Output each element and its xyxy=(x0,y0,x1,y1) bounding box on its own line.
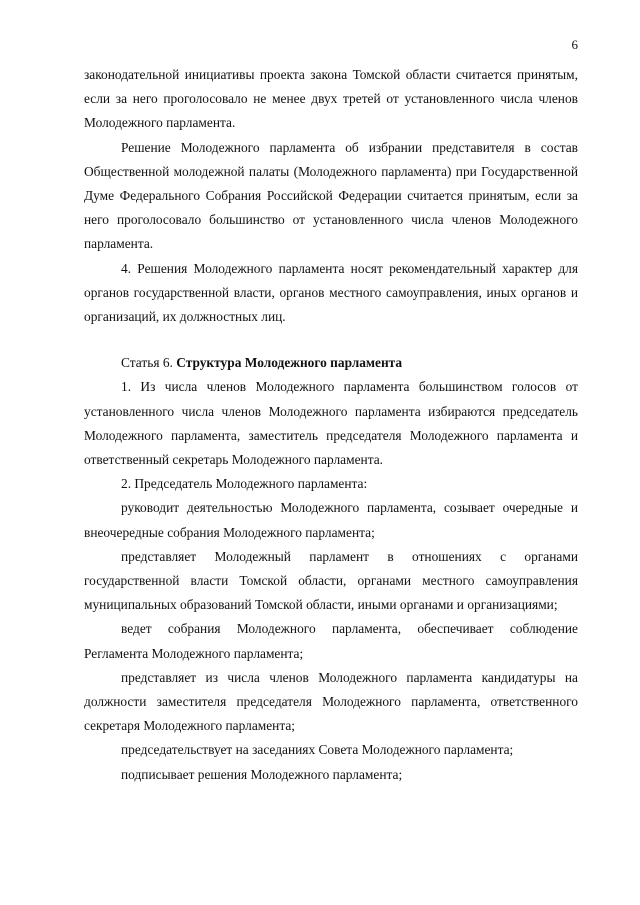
article-prefix: Статья 6. xyxy=(121,355,177,371)
document-body xyxy=(84,63,578,787)
paragraph: 2. Председатель Молодежного парламента: xyxy=(121,476,368,492)
paragraph: законодательной инициативы проекта закона Томской области считается принятым, если за него проголосовало не менее двух третей от установленного числа членов Молодежного парламента. xyxy=(84,67,578,131)
paragraph: Решение Молодежного парламента об избрании представителя в состав Общественной молодежной палаты (Молодежного парламента) при Государственной Думе Федерального Собрания Российской Федерации считается принятым, если за него проголосовало большинство от установленного числа членов Молодежного парламента. xyxy=(84,139,578,252)
paragraph: подписывает решения Молодежного парламента; xyxy=(121,766,403,782)
paragraph: ведет собрания Молодежного парламента, обеспечивает соблюдение Регламента Молодежного парламента; xyxy=(84,621,578,661)
article-title: Структура Молодежного парламента xyxy=(176,355,403,371)
paragraph: 4. Решения Молодежного парламента носят рекомендательный характер для органов государственной власти, органов местного самоуправления, иных органов и организаций, их должностных лиц. xyxy=(84,260,578,325)
paragraph: 1. Из числа членов Молодежного парламента большинством голосов от установленного числа членов Молодежного парламента избираются председатель Молодежного парламента, заместитель председателя Молодежного парламента и ответственный секретарь Молодежного парламента. xyxy=(84,379,578,468)
paragraph: представляет из числа членов Молодежного парламента кандидатуры на должности заместителя председателя Молодежного парламента, ответственного секретаря Молодежного парламента; xyxy=(84,669,578,734)
paragraph: председательствует на заседаниях Совета Молодежного парламента; xyxy=(121,742,514,758)
page-number: 6 xyxy=(571,37,578,52)
paragraph: руководит деятельностью Молодежного парламента, созывает очередные и внеочередные собрания Молодежного парламента; xyxy=(84,500,578,540)
paragraph: представляет Молодежный парламент в отношениях с органами государственной власти Томской области, органами местного самоуправления муниципальных образований Томской области, иными органами и организациями; xyxy=(84,548,578,613)
article-heading xyxy=(84,351,578,375)
